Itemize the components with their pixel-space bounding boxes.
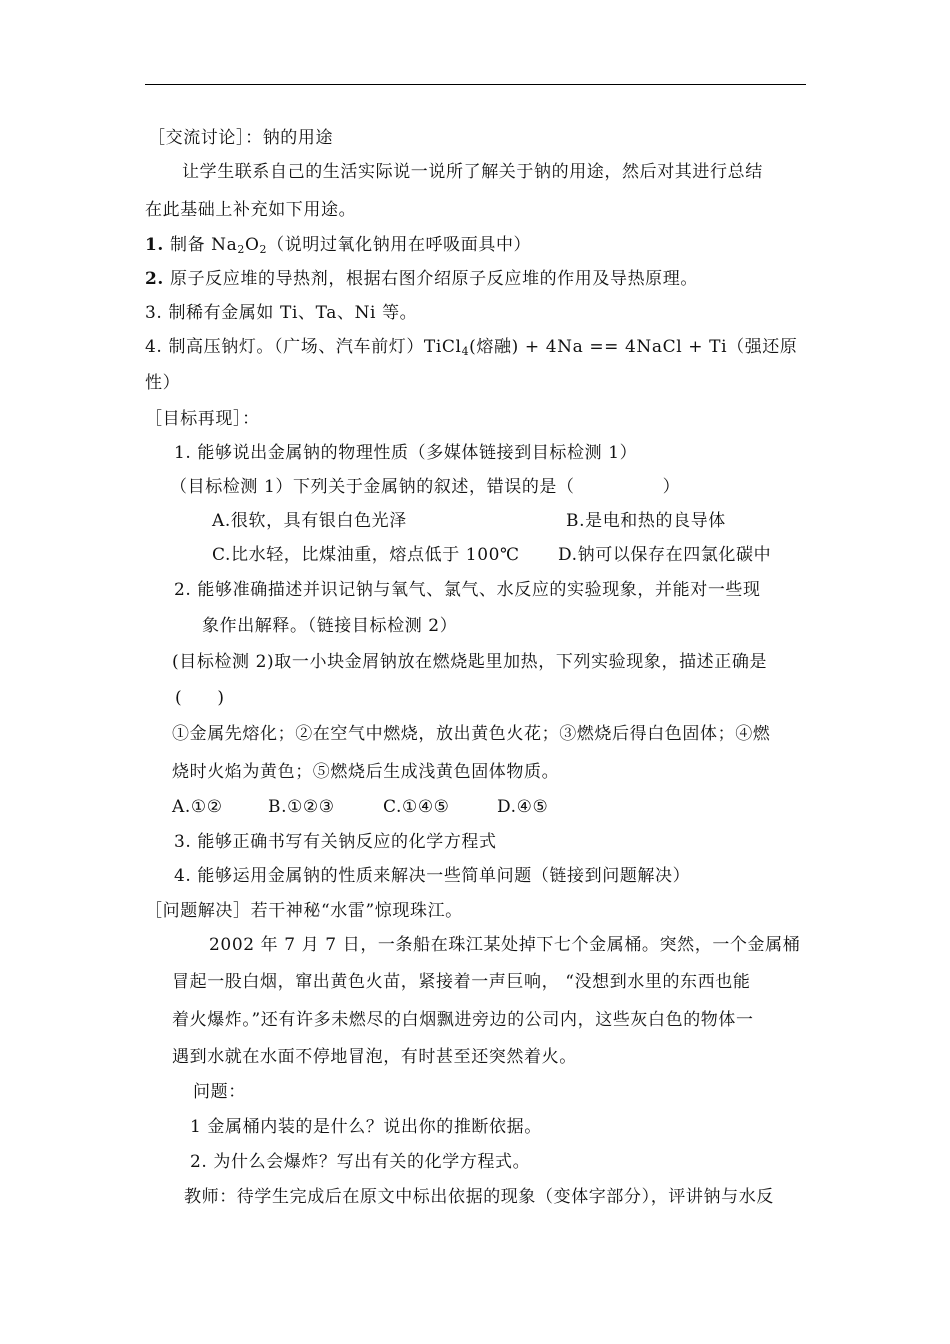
discussion-intro: 让学生联系自己的生活实际说一说所了解关于钠的用途，然后对其进行总结 xyxy=(182,162,763,182)
problem-paragraph-line-2: 冒起一股白烟，窜出黄色火苗，紧接着一声巨响， “没想到水里的东西也能 xyxy=(172,972,751,992)
problem-heading: ［问题解决］若干神秘“水雷”惊现珠江。 xyxy=(145,901,463,921)
goal-1-option-a: A.很软，具有银白色光泽 xyxy=(212,511,407,531)
problem-question-2: 2. 为什么会爆炸？写出有关的化学方程式。 xyxy=(190,1152,531,1172)
use-item-1: 1. 制备 $Na_2O_2$（说明过氧化钠用在呼吸面具中） xyxy=(145,235,532,256)
discussion-heading: ［交流讨论］：钠的用途 xyxy=(148,128,334,148)
goal-2-statements: ①金属先熔化；②在空气中燃烧，放出黄色火花；③燃烧后得白色固体；④燃 xyxy=(172,724,771,744)
use-item-number: 3. xyxy=(145,303,163,323)
problem-paragraph: 2002 年 7 月 7 日，一条船在珠江某处掉下七个金属桶。突然，一个金属桶 xyxy=(209,935,801,955)
discussion-intro-cont: 在此基础上补充如下用途。 xyxy=(145,200,357,220)
header-rule xyxy=(145,84,806,85)
problem-question-label: 问题： xyxy=(193,1082,246,1102)
use-item-number: 1. xyxy=(145,235,164,255)
goal-3: 3. 能够正确书写有关钠反应的化学方程式 xyxy=(174,832,497,852)
problem-paragraph-line-3: 着火爆炸。”还有许多未燃尽的白烟飘进旁边的公司内，这些灰白色的物体一 xyxy=(172,1010,754,1030)
goal-1-option-c: C.比水轻，比煤油重，熔点低于 100℃ xyxy=(212,545,520,565)
use-item-2: 2. 原子反应堆的导热剂，根据右图介绍原子反应堆的作用及导热原理。 xyxy=(145,269,698,289)
goals-heading: ［目标再现］： xyxy=(145,409,260,429)
use-item-4-cont: 性） xyxy=(145,373,181,393)
goal-2-question: (目标检测 2)取一小块金屑钠放在燃烧匙里加热，下列实验现象，描述正确是 xyxy=(172,652,768,672)
goal-1-option-b: B.是电和热的良导体 xyxy=(566,511,726,531)
goal-1-question: （目标检测 1）下列关于金属钠的叙述，错误的是（ ） xyxy=(170,477,681,497)
goal-2-option-c: C.①④⑤ xyxy=(383,797,450,817)
goal-2-cont: 象作出解释。（链接目标检测 2） xyxy=(202,616,458,636)
goal-2-option-a: A.①② xyxy=(172,797,223,817)
problem-paragraph-line-4: 遇到水就在水面不停地冒泡，有时甚至还突然着火。 xyxy=(172,1047,577,1067)
goal-4: 4. 能够运用金属钠的性质来解决一些简单问题（链接到问题解决） xyxy=(174,866,691,886)
goal-2-option-b: B.①②③ xyxy=(268,797,335,817)
use-item-3: 3. 制稀有金属如 Ti、Ta、Ni 等。 xyxy=(145,303,418,323)
goal-1-option-d: D.钠可以保存在四氯化碳中 xyxy=(558,545,772,565)
use-item-number: 2. xyxy=(145,269,164,289)
goal-2-option-d: D.④⑤ xyxy=(497,797,549,817)
problem-question-1: 1 金属桶内装的是什么？说出你的推断依据。 xyxy=(190,1117,542,1137)
goal-2: 2. 能够准确描述并识记钠与氧气、氯气、水反应的实验现象，并能对一些现 xyxy=(174,580,761,600)
teacher-note: 教师：待学生完成后在原文中标出依据的现象（变体字部分），评讲钠与水反 xyxy=(184,1187,774,1207)
use-item-number: 4. xyxy=(145,337,163,357)
goal-1: 1. 能够说出金属钠的物理性质（多媒体链接到目标检测 1） xyxy=(174,443,638,463)
use-item-4: 4. 制高压钠灯。（广场、汽车前灯）TiCl$_4$(熔融) + 4Na == 4NaCl + Ti（强还原 xyxy=(145,337,798,358)
goal-2-statements-cont: 烧时火焰为黄色；⑤燃烧后生成浅黄色固体物质。 xyxy=(172,762,560,782)
goal-2-question-paren: ( ) xyxy=(175,688,225,708)
